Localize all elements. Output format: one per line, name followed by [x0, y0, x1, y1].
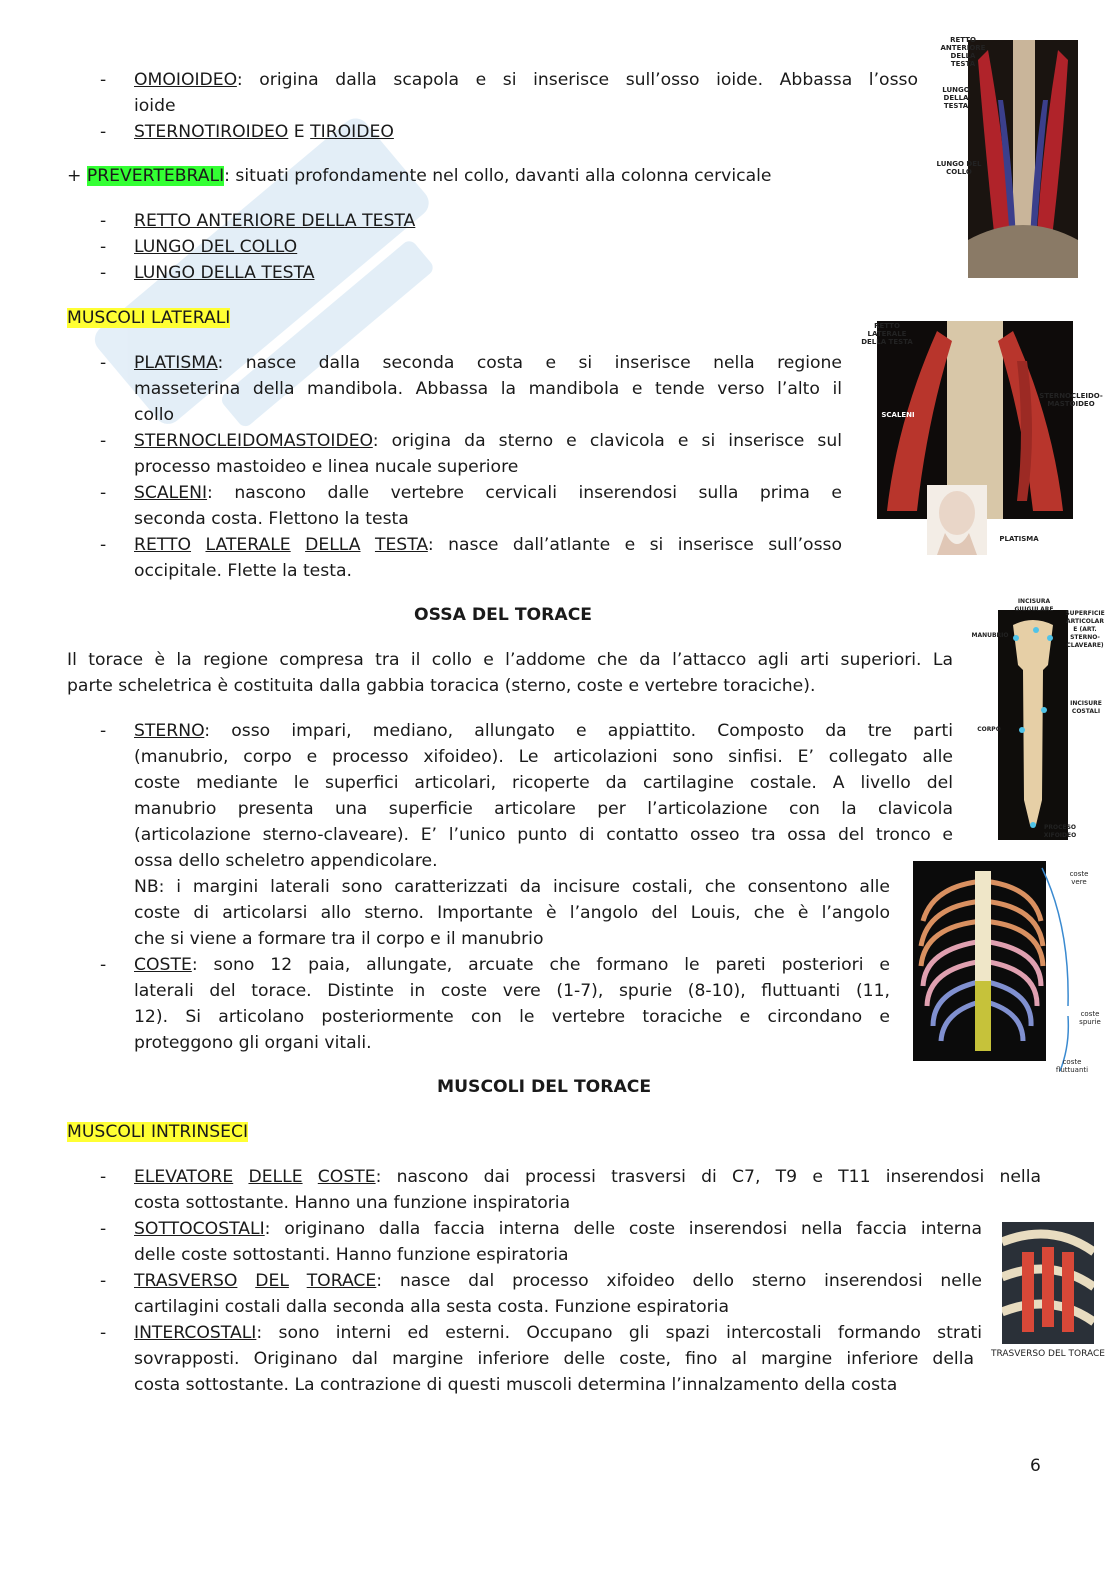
platisma-term: PLATISMA	[134, 353, 218, 373]
sterno-desc: : osso impari, mediano, allungato e appiattito. Composto da tre parti	[204, 721, 953, 741]
scm-desc: : origina da sterno e clavicola e si inserisce sul	[372, 431, 842, 451]
label-superficie: SUPERFICIE ARTICOLAR E (ART. STERNO- CLAVEARE)	[1065, 610, 1105, 649]
sterno-line-4: manubrio presenta una superficie articolare per l’articolazione con la clavicola	[134, 799, 953, 819]
scaleni-term: SCALENI	[134, 483, 208, 503]
sternum-illustration	[998, 610, 1068, 840]
intercostali-desc: : sono interni ed esterni. Occupano gli spazi intercostali formando strati	[256, 1323, 982, 1343]
omoioideo-line-1	[134, 67, 918, 93]
intrinseci-heading	[67, 1119, 248, 1145]
label-incisura: INCISURA GIUGULARE	[1014, 598, 1054, 613]
conjunction: E	[293, 122, 305, 142]
bullet-dash: -	[100, 1167, 107, 1187]
label-xifoideo: PROCESO XIFOIDEO	[1043, 824, 1077, 839]
intercostali-line-2: sovrapposti. Originano dal margine inferiore delle coste, fino al margine inferiore della	[134, 1349, 974, 1369]
tiroideo-term: TIROIDEO	[310, 122, 394, 142]
ossa-heading: OSSA DEL TORACE	[414, 605, 593, 625]
bullet-dash: -	[100, 237, 107, 257]
bullet-dash: -	[100, 721, 107, 741]
label-coste-spurie: coste spurie	[1079, 1010, 1101, 1026]
prevertebral-illustration	[968, 40, 1078, 278]
coste-desc: : sono 12 paia, allungate, arcuate che formano le pareti posteriori e	[191, 955, 890, 975]
retto-laterale-desc: : nasce dall’atlante e si inserisce sull’osso	[427, 535, 842, 555]
retto-laterale-line-2: occipitale. Flette la testa.	[134, 561, 352, 581]
bullet-dash: -	[100, 353, 107, 373]
elevatore-desc: : nascono dai processi trasversi di C7, T9 e T11 inserendosi nella	[375, 1167, 1042, 1187]
trasverso-line-1	[134, 1268, 982, 1294]
torace-intro-1: Il torace è la regione compresa tra il collo e l’addome che da l’attacco agli arti superiori. La	[67, 650, 953, 670]
caption-trasverso: TRASVERSO DEL TORACE	[991, 1349, 1105, 1359]
trasverso-illustration	[1002, 1222, 1094, 1344]
trasverso-term: DEL	[255, 1271, 289, 1291]
label-lungo-collo: LUNGO DEL COLLO	[936, 160, 982, 176]
sterno-line-6: ossa dello scheletro appendicolare.	[134, 851, 438, 871]
retto-laterale-line-1	[134, 532, 842, 558]
bullet-dash: -	[100, 211, 107, 231]
platisma-desc: : nasce dalla seconda costa e si inserisce nella regione	[217, 353, 842, 373]
bullet-dash: -	[100, 263, 107, 283]
prevertebrali-term: PREVERTEBRALI	[86, 166, 225, 186]
figure-sternum	[998, 610, 1068, 840]
label-platisma: PLATISMA	[999, 535, 1039, 543]
intercostali-line-3: costa sottostante. La contrazione di questi muscoli determina l’innalzamento della costa	[134, 1375, 898, 1395]
bullet-dash: -	[100, 70, 107, 90]
sottocostali-line-1	[134, 1216, 982, 1242]
omoioideo-desc: : origina dalla scapola e si inserisce sull’osso ioide. Abbassa l’osso	[236, 70, 918, 90]
prevert-item: LUNGO DELLA TESTA	[134, 263, 315, 283]
figure-trasverso	[1002, 1222, 1094, 1344]
intercostali-term: INTERCOSTALI	[134, 1323, 257, 1343]
label-lungo-testa: LUNGO DELLA TESTA	[942, 86, 970, 110]
figure-rib-cage	[913, 861, 1046, 1061]
label-scm: STERNOCLEIDO- MASTOIDEO	[1039, 392, 1103, 408]
retto-laterale-term: RETTO	[134, 535, 192, 555]
coste-line-4: proteggono gli organi vitali.	[134, 1033, 372, 1053]
platisma-line-2: masseterina della mandibola. Abbassa la mandibola e tende verso l’alto il	[134, 379, 842, 399]
coste-line-1	[134, 952, 890, 978]
scaleni-line-1	[134, 480, 842, 506]
sterno-line-1	[134, 718, 953, 744]
trasverso-term: TRASVERSO	[134, 1271, 238, 1291]
trasverso-term: TORACE	[306, 1271, 377, 1291]
elevatore-line-1	[134, 1164, 1041, 1190]
elevatore-term: ELEVATORE	[134, 1167, 234, 1187]
label-manubrio: MANUBRIO	[971, 632, 1009, 639]
prevert-item: LUNGO DEL COLLO	[134, 237, 298, 257]
bullet-dash: -	[100, 483, 107, 503]
label-retto-laterale: RETTO LATERALE DELLA TESTA	[861, 322, 913, 346]
omoioideo-line-2: ioide	[134, 96, 176, 116]
scm-line-1	[134, 428, 842, 454]
figure-platisma-inset	[927, 485, 987, 555]
sterno-nb-2: coste di articolarsi allo sterno. Importante è l’angolo del Louis, che è l’angolo	[134, 903, 890, 923]
sternotiroideo-line	[134, 119, 394, 145]
laterali-heading-text: MUSCOLI LATERALI	[67, 308, 231, 328]
label-incisure-costali: INCISURE COSTALI	[1070, 700, 1102, 715]
label-coste-vere: coste vere	[1069, 870, 1089, 886]
bullet-dash: -	[100, 1219, 107, 1239]
plus-sign: +	[67, 166, 82, 186]
sterno-line-3: coste mediante le superfici articolari, ricoperte da cartilagine costale. A livello del	[134, 773, 953, 793]
coste-term: COSTE	[134, 955, 192, 975]
scaleni-line-2: seconda costa. Flettono la testa	[134, 509, 409, 529]
sottocostali-line-2: delle coste sottostanti. Hanno funzione espiratoria	[134, 1245, 569, 1265]
sterno-line-2: (manubrio, corpo e processo xifoideo). Le articolazioni sono sinfisi. E’ collegato alle	[134, 747, 953, 767]
label-retto-anteriore: RETTO ANTERIORE DELLA TESTA	[940, 36, 986, 68]
coste-line-2: laterali del torace. Distinte in coste vere (1-7), spurie (8-10), fluttuanti (11,	[134, 981, 890, 1001]
coste-line-3: 12). Si articolano posteriormente con le vertebre toraciche e circondano e	[134, 1007, 890, 1027]
sternotiroideo-term: STERNOTIROIDEO	[134, 122, 289, 142]
platisma-line-1	[134, 350, 842, 376]
retto-laterale-term: DELLA	[305, 535, 361, 555]
bullet-dash: -	[100, 955, 107, 975]
label-scaleni: SCALENI	[881, 411, 915, 419]
trasverso-desc: : nasce dal processo xifoideo dello sterno inserendosi nelle	[376, 1271, 982, 1291]
scm-term: STERNOCLEIDOMASTOIDEO	[134, 431, 373, 451]
torace-intro-2: parte scheletrica è costituita dalla gabbia toracica (sterno, coste e vertebre toraciche).	[67, 676, 816, 696]
bullet-dash: -	[100, 1323, 107, 1343]
scm-line-2: processo mastoideo e linea nucale superiore	[134, 457, 519, 477]
trasverso-line-2: cartilagini costali dalla seconda alla sesta costa. Funzione espiratoria	[134, 1297, 730, 1317]
sterno-nb-3: che si viene a formare tra il corpo e il manubrio	[134, 929, 544, 949]
laterali-heading	[67, 305, 230, 331]
sterno-nb-1: NB: i margini laterali sono caratterizzati da incisure costali, che consentono alle	[134, 877, 890, 897]
muscoli-torace-heading: MUSCOLI DEL TORACE	[437, 1077, 652, 1097]
sterno-line-5: (articolazione sterno-claveare). E’ l’unico punto di contatto osseo tra ossa del tronco e	[134, 825, 953, 845]
prevertebrali-desc: : situati profondamente nel collo, davanti alla colonna cervicale	[224, 166, 772, 186]
elevatore-term: DELLE	[248, 1167, 303, 1187]
label-coste-fluttuanti: coste fluttuanti	[1055, 1058, 1089, 1074]
sottocostali-desc: : originano dalla faccia interna delle coste inserendosi nella faccia interna	[264, 1219, 982, 1239]
elevatore-line-2: costa sottostante. Hanno una funzione inspiratoria	[134, 1193, 571, 1213]
retto-laterale-term: LATERALE	[205, 535, 291, 555]
bullet-dash: -	[100, 1271, 107, 1291]
intrinseci-heading-text: MUSCOLI INTRINSECI	[67, 1122, 249, 1142]
retto-laterale-term: TESTA	[374, 535, 428, 555]
platisma-inset-illustration	[927, 485, 987, 555]
elevatore-term: COSTE	[317, 1167, 376, 1187]
sterno-term: STERNO	[134, 721, 205, 741]
page-number: 6	[1030, 1456, 1041, 1476]
omoioideo-term: OMOIOIDEO	[134, 70, 237, 90]
intercostali-line-1	[134, 1320, 982, 1346]
rib-bracket-lines	[1040, 866, 1080, 1076]
bullet-dash: -	[100, 431, 107, 451]
figure-prevertebral-muscles	[968, 40, 1078, 278]
rib-cage-illustration	[913, 861, 1046, 1061]
sottocostali-term: SOTTOCOSTALI	[134, 1219, 265, 1239]
bullet-dash: -	[100, 535, 107, 555]
platisma-line-3: collo	[134, 405, 175, 425]
scaleni-desc: : nascono dalle vertebre cervicali inserendosi sulla prima e	[207, 483, 842, 503]
label-corpo: CORPO	[977, 726, 1001, 733]
prevertebrali-line	[67, 163, 771, 189]
prevert-item: RETTO ANTERIORE DELLA TESTA	[134, 211, 416, 231]
bullet-dash: -	[100, 122, 107, 142]
